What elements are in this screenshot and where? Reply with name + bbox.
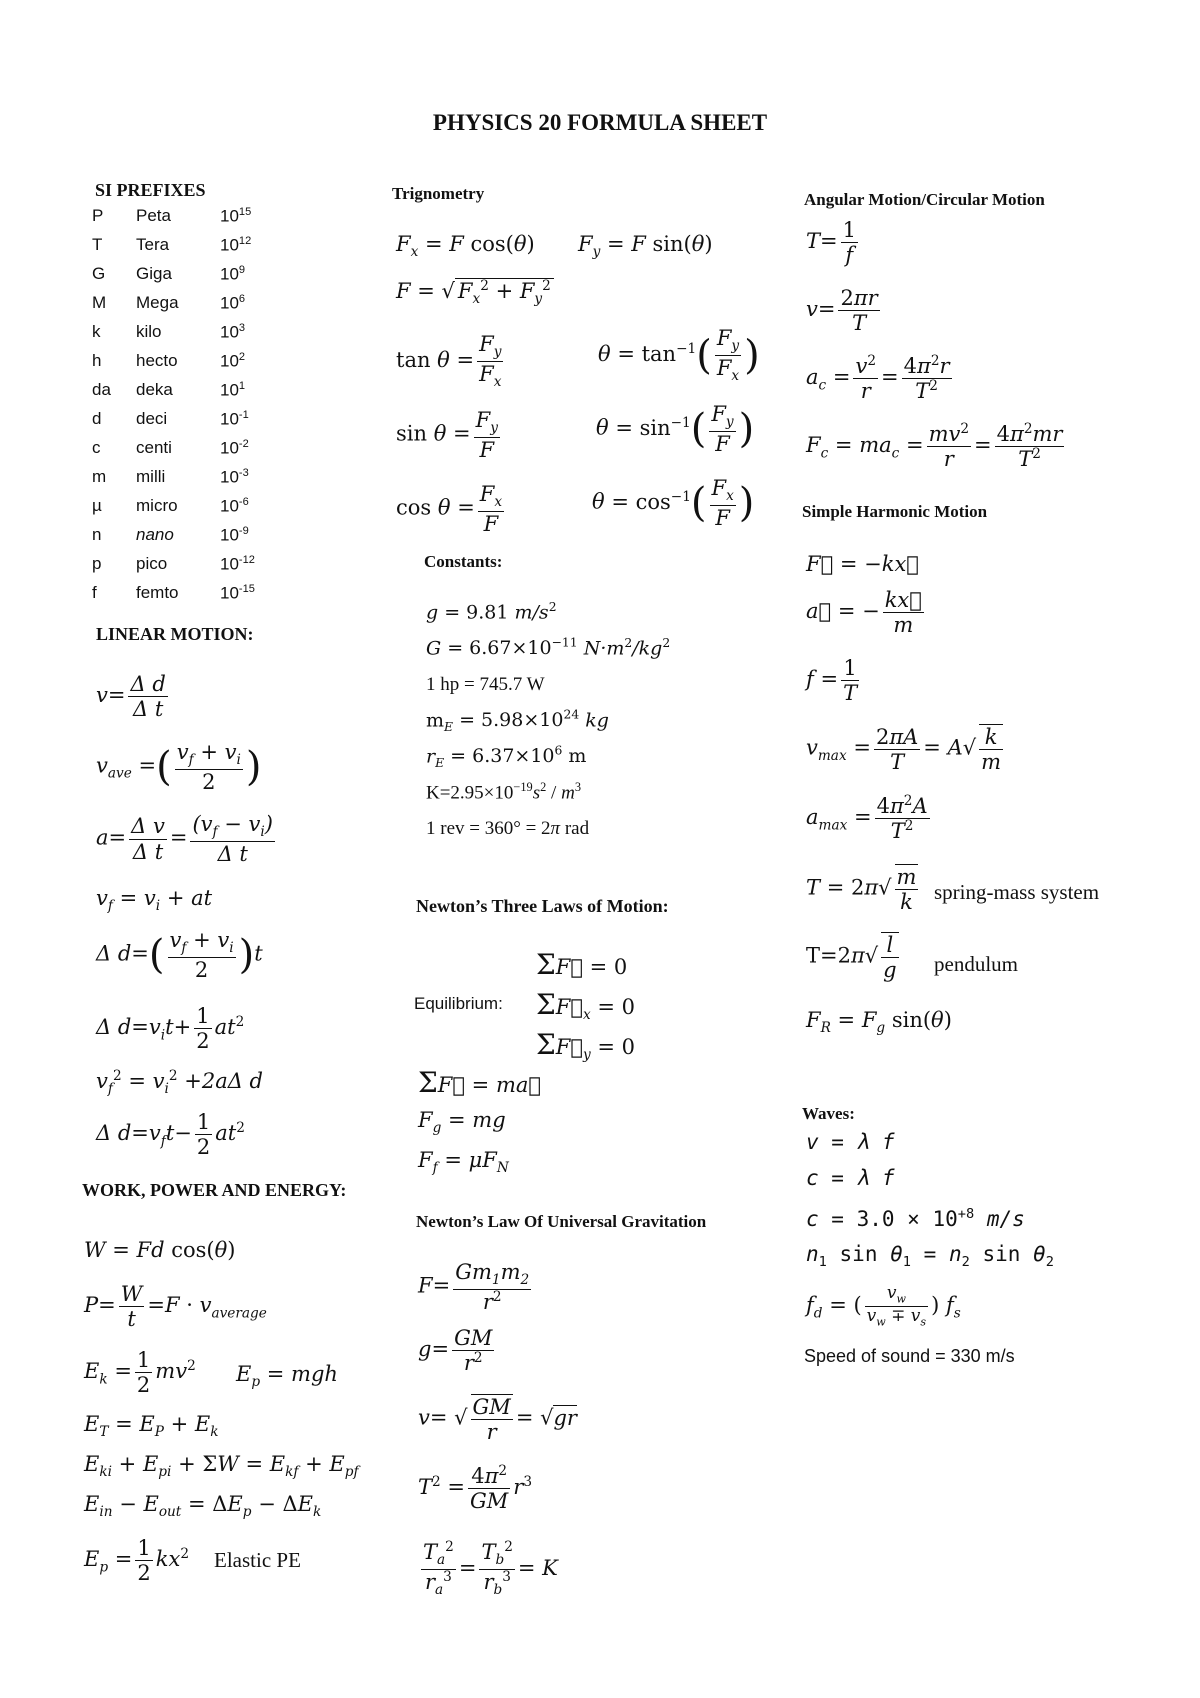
wpe-formula-power: P= $\frac{W}{t}$ $=F \cdot v_{average}$ [84, 1282, 267, 1332]
si-prefix-value: $10^1$ [220, 380, 246, 400]
si-prefix-symbol: d [92, 409, 102, 428]
si-prefix-value: $10^{15}$ [220, 206, 252, 226]
trig-formula-sin: sin θ = $\frac{F_y}{F}$ [396, 408, 498, 462]
shm-acceleration: a⃗ = − $\frac{kx⃗}{m}$ [806, 588, 922, 638]
gravitation-heading: Newton’s Law Of Universal Gravitation [416, 1212, 707, 1231]
shm-vmax: $v_{max}$ = $\frac{2\pi A}{T}$ = A√ $\frac{k}{m}$ [806, 724, 1002, 775]
constant-g: g = 9.81 $m/s^2$ [426, 600, 557, 624]
si-prefix-value: $10^{-3}$ [220, 467, 249, 487]
work-power-energy-heading: WORK, POWER AND ENERGY: [82, 1180, 347, 1200]
trig-formula-cos: cos θ = $\frac{F_x}{F}$ [396, 482, 503, 536]
si-prefix-name: deka [136, 380, 173, 399]
si-prefix-value: $10^{-2}$ [220, 438, 249, 458]
si-prefix-symbol: f [92, 583, 97, 602]
si-prefix-symbol: p [92, 554, 102, 573]
newton-sum-fy: $\Sigma F⃗_y = 0$ [536, 1028, 636, 1064]
si-prefix-symbol: k [92, 322, 101, 341]
angular-centripetal-force: $F_c = ma_c$ = $\frac{mv^2}{r}$ = $\frac{4\pi^2mr}{T^2}$ [806, 421, 1063, 472]
si-prefix-value: $10^{-1}$ [220, 409, 249, 429]
si-prefix-name: Peta [136, 206, 171, 225]
wpe-formula-ek: $E_k$ = $\frac{1}{2}$ $mv^2$ [84, 1348, 196, 1398]
linear-formula-vave: $v_{ave}$ =( $\frac{v_f + v_i}{2}$ ) [96, 740, 262, 794]
wpe-formula-in-out: $E_{in} - E_{out} = \Delta E_p - \Delta E_k$ [84, 1492, 322, 1521]
spring-mass-label: spring-mass system [934, 880, 1100, 904]
angular-period: T= $\frac{1}{f}$ [806, 218, 856, 268]
si-prefix-value: $10^{-6}$ [220, 496, 249, 516]
shm-restoring-force: $F_R = F_g$ sin(θ) [806, 1008, 952, 1037]
si-prefix-value: $10^{12}$ [220, 235, 252, 255]
gravitation-field: g= $\frac{GM}{r^2}$ [418, 1326, 493, 1376]
linear-formula-acceleration: a= $\frac{\text{Δ v}}{\text{Δ t}}$ = $\frac{(v_f - v_i)}{\text{Δ t}}$ [96, 812, 273, 866]
si-prefix-value: $10^3$ [220, 322, 246, 342]
si-prefix-value: $10^{-12}$ [220, 554, 255, 574]
constant-revolution: 1 rev = 360° = 2π rad [426, 818, 590, 839]
linear-formula-velocity: v= $\frac{\text{Δ d}}{\text{Δ t}}$ [96, 672, 166, 722]
si-prefix-symbol: G [92, 264, 106, 283]
elastic-pe-label: Elastic PE [214, 1548, 301, 1572]
linear-motion-heading: LINEAR MOTION: [96, 624, 254, 644]
si-prefix-name: deci [136, 409, 168, 428]
wpe-formula-elastic: $E_p$ = $\frac{1}{2}$ $kx^2$ [84, 1536, 190, 1586]
si-prefix-symbol: P [92, 206, 104, 225]
waves-c: c = λ f [806, 1166, 895, 1190]
si-prefix-name: kilo [136, 322, 162, 341]
trig-heading: Trignometry [392, 184, 485, 203]
waves-light-speed: $c = 3.0 \times 10^{+8}$ m/s [806, 1206, 1025, 1231]
shm-spring-period: T = 2π√ $\frac{m}{k}$ [806, 865, 917, 915]
waves-heading: Waves: [802, 1104, 855, 1123]
angular-heading: Angular Motion/Circular Motion [804, 190, 1045, 209]
speed-of-sound: Speed of sound = 330 m/s [804, 1346, 1015, 1366]
waves-v: v = λ f [806, 1130, 895, 1154]
waves-snell: $n_1$ $\sin \theta_1 = n_2$ $\sin \theta_2$ [806, 1242, 1054, 1271]
si-prefix-name: femto [136, 583, 179, 602]
constant-hp: 1 hp = 745.7 W [426, 674, 545, 695]
equilibrium-label: Equilibrium: [414, 994, 503, 1013]
constant-earth-radius: $r_E = 6.37\times 10^6$ m [426, 744, 587, 771]
pendulum-label: pendulum [934, 952, 1018, 976]
trig-formula-tan: tan θ = $\frac{F_y}{F_x}$ [396, 332, 502, 391]
si-prefix-name: Mega [136, 293, 179, 312]
newton-gravity-force: $F_g$ = mg [418, 1108, 506, 1137]
newton-heading: Newton’s Three Laws of Motion: [416, 896, 669, 916]
trig-formula-arctan: $\theta = \tan^{-1}$( $\frac{F_y}{F_x}$ ) [598, 326, 760, 385]
si-prefix-name: Giga [136, 264, 172, 283]
wpe-formula-conservation: $E_{ki} + E_{pi} + \Sigma W = E_{kf} + E_{pf}$ [84, 1452, 359, 1481]
shm-frequency: f = $\frac{1}{T}$ [806, 656, 858, 706]
linear-formula-dd-vf: Δ $d=v_ft-$ $\frac{1}{2}$ $at^2$ [96, 1110, 245, 1160]
si-prefix-name: pico [136, 554, 168, 573]
si-prefix-symbol: T [92, 235, 103, 254]
constant-earth-mass: $m_E = 5.98\times 10^{24}$ kg [426, 708, 609, 735]
linear-formula-vf: $v_f = v_i$ + at [96, 886, 213, 915]
constant-big-g: $G = 6.67\times 10^{-11}$ $N\cdot m^2/kg^2$ [426, 636, 671, 660]
linear-formula-dd-vi: Δ $d=v_it+$ $\frac{1}{2}$ $at^2$ [96, 1004, 245, 1054]
si-prefix-value: $10^{-9}$ [220, 525, 249, 545]
waves-doppler: $f_d$ = ( $\frac{v_w}{v_w \mp v_s}$ ) $f_s$ [806, 1283, 961, 1329]
linear-formula-vf-squared: $v_f^2 = v_i^2 +2a\Delta$ d [96, 1068, 263, 1098]
gravitation-force: F= $\frac{Gm_1m_2}{r^2}$ [418, 1260, 530, 1314]
gravitation-orbital-velocity: v= √ $\frac{GM}{r}$ = √gr [418, 1395, 577, 1445]
newton-sum-f: ΣF⃗ = 0 [536, 948, 628, 981]
angular-centripetal-acc: $a_c$ = $\frac{v^2}{r}$ = $\frac{4\pi^2r}{T^2}$ [806, 353, 950, 404]
si-prefix-symbol: da [92, 380, 111, 399]
si-prefix-name: hecto [136, 351, 178, 370]
linear-formula-dd-avg: Δ d=( $\frac{v_f + v_i}{2}$ )t [96, 928, 263, 982]
newton-friction: $F_f = \mu F_N$ [418, 1148, 509, 1177]
si-prefix-symbol: c [92, 438, 101, 457]
trig-formula-magnitude: F = √ $F_x^2 + F_y^2$ [396, 278, 554, 307]
wpe-formula-work: W = Fd cos(θ) [84, 1238, 236, 1262]
si-prefix-name: centi [136, 438, 172, 457]
si-prefix-symbol: n [92, 525, 102, 544]
trig-formula-arcsin: $\theta = \sin^{-1}$( $\frac{F_y}{F}$ ) [596, 402, 755, 456]
si-prefixes-heading: SI PREFIXES [95, 180, 206, 200]
trig-formula-fy: $F_y = F$ sin(θ) [578, 232, 713, 261]
si-prefix-name: milli [136, 467, 166, 486]
gravitation-kepler: $\frac{T_a^2}{r_a^3}$ = $\frac{T_b^2}{r_b^3}$ = K [423, 1539, 558, 1599]
shm-hooke: F⃗ = −kx⃗ [806, 552, 919, 576]
newton-sum-fx: $\Sigma F⃗_x = 0$ [536, 988, 636, 1024]
si-prefix-symbol: M [92, 293, 107, 312]
angular-velocity: v= $\frac{2\pi r}{T}$ [806, 286, 878, 336]
si-prefix-name: micro [136, 496, 178, 515]
si-prefix-value: $10^9$ [220, 264, 246, 284]
shm-heading: Simple Harmonic Motion [802, 502, 988, 521]
wpe-formula-et: $E_T = E_P + E_k$ [84, 1412, 219, 1441]
si-prefix-symbol: µ [92, 496, 102, 515]
si-prefix-value: $10^2$ [220, 351, 246, 371]
si-prefix-symbol: m [92, 467, 107, 486]
wpe-formula-ep: $E_p$ = mgh [236, 1362, 338, 1391]
constants-heading: Constants: [424, 552, 503, 571]
shm-pendulum-period: T=2π√ $\frac{l}{g}$ [806, 933, 897, 983]
si-prefix-value: $10^6$ [220, 293, 246, 313]
newton-second-law: ΣF⃗ = ma⃗ [418, 1066, 541, 1099]
page-title: PHYSICS 20 FORMULA SHEET [432, 110, 768, 135]
constant-kepler: $K=2.95\times 10^{-19}s^2 / m^3$ [426, 780, 581, 804]
trig-formula-arccos: $\theta = \cos^{-1}$( $\frac{F_x}{F}$ ) [592, 476, 755, 530]
trig-formula-fx: $F_x = F$ cos(θ) [396, 232, 535, 261]
gravitation-period: $T^2$ = $\frac{4\pi^2}{GM}$ $r^3$ [418, 1463, 533, 1514]
shm-amax: $a_{max}$ = $\frac{4\pi^2A}{T^2}$ [806, 793, 928, 844]
si-prefix-value: $10^{-15}$ [220, 583, 255, 603]
si-prefix-symbol: h [92, 351, 102, 370]
si-prefix-name: Tera [136, 235, 170, 254]
si-prefix-name: nano [136, 525, 174, 544]
